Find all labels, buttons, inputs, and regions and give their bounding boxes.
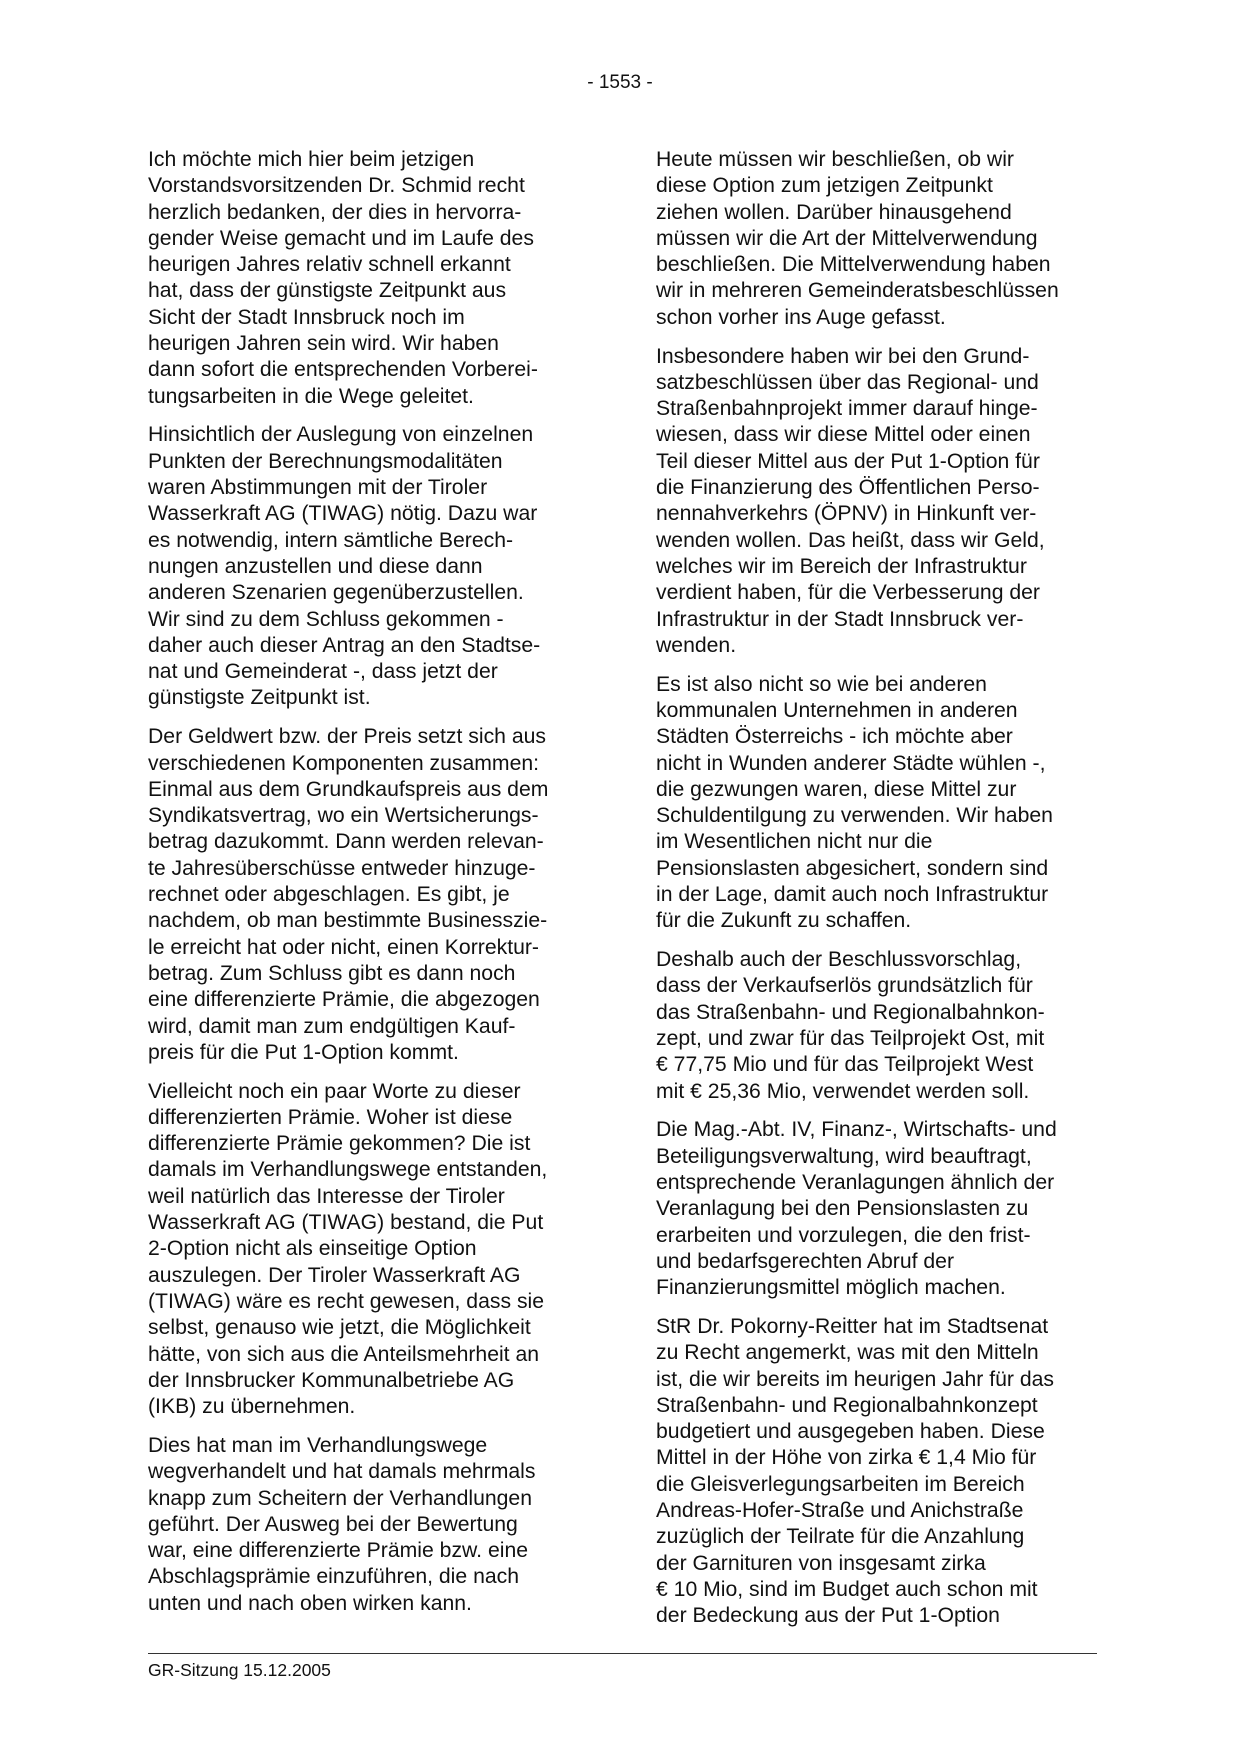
text-line: Dies hat man im Verhandlungswege	[148, 1433, 488, 1457]
text-line: und bedarfsgerechten Abruf der	[656, 1249, 955, 1273]
paragraph	[148, 147, 594, 410]
text-line: Der Geldwert bzw. der Preis setzt sich aus	[148, 725, 546, 749]
text-line: Heute müssen wir beschließen, ob wir	[656, 148, 1014, 171]
text-line: auszulegen. Der Tiroler Wasserkraft AG	[148, 1263, 521, 1287]
paragraph	[148, 1433, 594, 1617]
text-line: Wasserkraft AG (TIWAG) bestand, die Put	[148, 1211, 544, 1235]
text-line: heurigen Jahren sein wird. Wir haben	[148, 332, 499, 356]
text-line: zept, und zwar für das Teilprojekt Ost, mit	[656, 1027, 1045, 1050]
text-line: 2-Option nicht als einseitige Option	[148, 1237, 477, 1261]
text-line: anderen Szenarien gegenüberzustellen.	[148, 581, 524, 605]
text-line: dass der Verkaufserlös grundsätzlich für	[656, 974, 1033, 998]
text-line: differenzierten Prämie. Woher ist diese	[148, 1105, 513, 1129]
text-line: tungsarbeiten in die Wege geleitet.	[148, 384, 474, 408]
text-line: zuzüglich der Teilrate für die Anzahlung	[656, 1525, 1025, 1549]
text-line: differenzierte Prämie gekommen? Die ist	[148, 1132, 531, 1156]
text-line: Es ist also nicht so wie bei anderen	[656, 672, 987, 696]
paragraph	[656, 1314, 1102, 1630]
text-line: wird, damit man zum endgültigen Kauf-	[148, 1014, 516, 1038]
text-line: eine differenzierte Prämie, die abgezogen	[148, 988, 540, 1012]
text-line: Syndikatsvertrag, wo ein Wertsicherungs-	[148, 804, 539, 828]
left-column	[148, 147, 594, 1630]
text-line: welches wir im Bereich der Infrastruktur	[656, 554, 1027, 578]
text-line: die Gleisverlegungsarbeiten im Bereich	[656, 1472, 1025, 1496]
text-line: der Bedeckung aus der Put 1-Option	[656, 1604, 1000, 1628]
text-line: schon vorher ins Auge gefasst.	[656, 305, 946, 329]
text-line: unten und nach oben wirken kann.	[148, 1591, 472, 1615]
paragraph	[148, 422, 594, 711]
text-line: preis für die Put 1-Option kommt.	[148, 1040, 459, 1064]
text-line: Sicht der Stadt Innsbruck noch im	[148, 305, 465, 329]
text-line: wenden.	[656, 633, 737, 657]
text-line: nachdem, ob man bestimmte Businesszie-	[148, 909, 548, 933]
text-line: erarbeiten und vorzulegen, die den frist-	[656, 1223, 1031, 1247]
text-line: Infrastruktur in der Stadt Innsbruck ver-	[656, 607, 1024, 631]
text-line: dann sofort die entsprechenden Vorberei-	[148, 358, 538, 382]
text-line: war, eine differenzierte Prämie bzw. eine	[148, 1539, 529, 1563]
text-line: (TIWAG) wäre es recht gewesen, dass sie	[148, 1289, 545, 1313]
paragraph	[656, 344, 1102, 660]
text-line: verdient haben, für die Verbesserung der	[656, 581, 1040, 605]
text-line: Abschlagsprämie einzuführen, die nach	[148, 1565, 520, 1589]
text-line: selbst, genauso wie jetzt, die Möglichkeit	[148, 1316, 531, 1340]
text-line: kommunalen Unternehmen in anderen	[656, 698, 1018, 722]
text-line: rechnet oder abgeschlagen. Es gibt, je	[148, 883, 510, 907]
text-line: es notwendig, intern sämtliche Berech-	[148, 528, 514, 552]
text-line: diese Option zum jetzigen Zeitpunkt	[656, 174, 993, 198]
text-line: Teil dieser Mittel aus der Put 1-Option für	[656, 449, 1040, 473]
text-line: hat, dass der günstigste Zeitpunkt aus	[148, 279, 507, 303]
text-line: wiesen, dass wir diese Mittel oder einen	[656, 423, 1031, 447]
text-line: entsprechende Veranlagungen ähnlich der	[656, 1170, 1055, 1194]
paragraph	[656, 147, 1102, 331]
text-line: nat und Gemeinderat -, dass jetzt der	[148, 660, 498, 684]
text-line: waren Abstimmungen mit der Tiroler	[148, 476, 488, 500]
footer-divider	[148, 1653, 1097, 1654]
text-line: heurigen Jahres relativ schnell erkannt	[148, 253, 511, 277]
text-line: im Wesentlichen nicht nur die	[656, 830, 933, 854]
right-column	[656, 147, 1102, 1642]
text-line: Veranlagung bei den Pensionslasten zu	[656, 1197, 1029, 1221]
text-line: satzbeschlüssen über das Regional- und	[656, 370, 1039, 394]
text-line: der Garnituren von insgesamt zirka	[656, 1551, 986, 1575]
text-line: le erreicht hat oder nicht, einen Korrektur-	[148, 935, 539, 959]
text-line: Punkten der Berechnungsmodalitäten	[148, 449, 503, 473]
text-line: € 77,75 Mio und für das Teilprojekt West	[656, 1053, 1034, 1077]
text-line: Finanzierungsmittel möglich machen.	[656, 1276, 1006, 1300]
text-line: nungen anzustellen und diese dann	[148, 554, 483, 578]
text-line: verschiedenen Komponenten zusammen:	[148, 751, 540, 775]
text-line: Deshalb auch der Beschlussvorschlag,	[656, 948, 1022, 972]
text-line: te Jahresüberschüsse entweder hinzuge-	[148, 856, 536, 880]
text-line: Vorstandsvorsitzenden Dr. Schmid recht	[148, 174, 525, 198]
text-line: (IKB) zu übernehmen.	[148, 1395, 356, 1419]
paragraph	[656, 672, 1102, 935]
text-line: Hinsichtlich der Auslegung von einzelnen	[148, 423, 534, 447]
text-line: daher auch dieser Antrag an den Stadtse-	[148, 633, 541, 657]
text-line: budgetiert und ausgegeben haben. Diese	[656, 1420, 1045, 1444]
text-line: damals im Verhandlungswege entstanden,	[148, 1158, 548, 1182]
text-line: Vielleicht noch ein paar Worte zu dieser	[148, 1079, 521, 1103]
text-line: gender Weise gemacht und im Laufe des	[148, 226, 534, 250]
page-number: - 1553 -	[587, 72, 653, 93]
text-line: wegverhandelt und hat damals mehrmals	[148, 1460, 536, 1484]
text-line: hätte, von sich aus die Anteilsmehrheit an	[148, 1342, 540, 1366]
text-line: Schuldentilgung zu verwenden. Wir haben	[656, 804, 1053, 828]
text-line: Pensionslasten abgesichert, sondern sind	[656, 856, 1049, 880]
text-line: Städten Österreichs - ich möchte aber	[656, 725, 1013, 749]
text-line: zu Recht angemerkt, was mit den Mitteln	[656, 1341, 1039, 1365]
text-line: ist, die wir bereits im heurigen Jahr für das	[656, 1367, 1055, 1391]
text-line: beschließen. Die Mittelverwendung haben	[656, 253, 1051, 277]
text-line: Mittel in der Höhe von zirka € 1,4 Mio für	[656, 1446, 1037, 1470]
text-line: Beteiligungsverwaltung, wird beauftragt,	[656, 1144, 1032, 1168]
text-line: knapp zum Scheitern der Verhandlungen	[148, 1486, 532, 1510]
text-line: Wir sind zu dem Schluss gekommen -	[148, 607, 504, 631]
footer-session-date: GR-Sitzung 15.12.2005	[148, 1660, 331, 1680]
text-line: betrag dazukommt. Dann werden relevan-	[148, 830, 544, 854]
text-line: Insbesondere haben wir bei den Grund-	[656, 344, 1030, 368]
paragraph	[148, 724, 594, 1066]
text-line: StR Dr. Pokorny-Reitter hat im Stadtsenat	[656, 1314, 1049, 1338]
text-line: wenden wollen. Das heißt, dass wir Geld,	[656, 528, 1045, 552]
text-line: Straßenbahn- und Regionalbahnkonzept	[656, 1393, 1038, 1417]
text-line: herzlich bedanken, der dies in hervorra-	[148, 200, 522, 224]
text-line: geführt. Der Ausweg bei der Bewertung	[148, 1512, 518, 1536]
text-line: Die Mag.-Abt. IV, Finanz-, Wirtschafts- und	[656, 1118, 1057, 1142]
text-line: müssen wir die Art der Mittelverwendung	[656, 226, 1038, 250]
text-line: günstigste Zeitpunkt ist.	[148, 686, 371, 710]
paragraph	[656, 947, 1102, 1105]
text-line: Ich möchte mich hier beim jetzigen	[148, 148, 475, 171]
text-line: die Finanzierung des Öffentlichen Perso-	[656, 476, 1040, 500]
text-line: in der Lage, damit auch noch Infrastruktur	[656, 883, 1049, 907]
paragraph	[148, 1079, 594, 1421]
text-line: das Straßenbahn- und Regionalbahnkon-	[656, 1000, 1045, 1024]
text-line: Einmal aus dem Grundkaufspreis aus dem	[148, 777, 549, 801]
text-line: der Innsbrucker Kommunalbetriebe AG	[148, 1368, 515, 1392]
text-line: Andreas-Hofer-Straße und Anichstraße	[656, 1499, 1024, 1523]
paragraph	[656, 1117, 1102, 1301]
text-line: € 10 Mio, sind im Budget auch schon mit	[656, 1577, 1038, 1601]
text-line: Wasserkraft AG (TIWAG) nötig. Dazu war	[148, 502, 538, 526]
text-line: nennahverkehrs (ÖPNV) in Hinkunft ver-	[656, 502, 1037, 526]
text-line: für die Zukunft zu schaffen.	[656, 909, 912, 933]
text-line: Straßenbahnprojekt immer darauf hinge-	[656, 397, 1038, 421]
text-line: nicht in Wunden anderer Städte wühlen -,	[656, 751, 1046, 775]
text-line: ziehen wollen. Darüber hinausgehend	[656, 200, 1012, 224]
text-line: weil natürlich das Interesse der Tiroler	[148, 1184, 505, 1208]
text-line: betrag. Zum Schluss gibt es dann noch	[148, 961, 516, 985]
text-line: die gezwungen waren, diese Mittel zur	[656, 777, 1017, 801]
text-line: wir in mehreren Gemeinderatsbeschlüssen	[656, 279, 1059, 303]
text-line: mit € 25,36 Mio, verwendet werden soll.	[656, 1079, 1030, 1103]
